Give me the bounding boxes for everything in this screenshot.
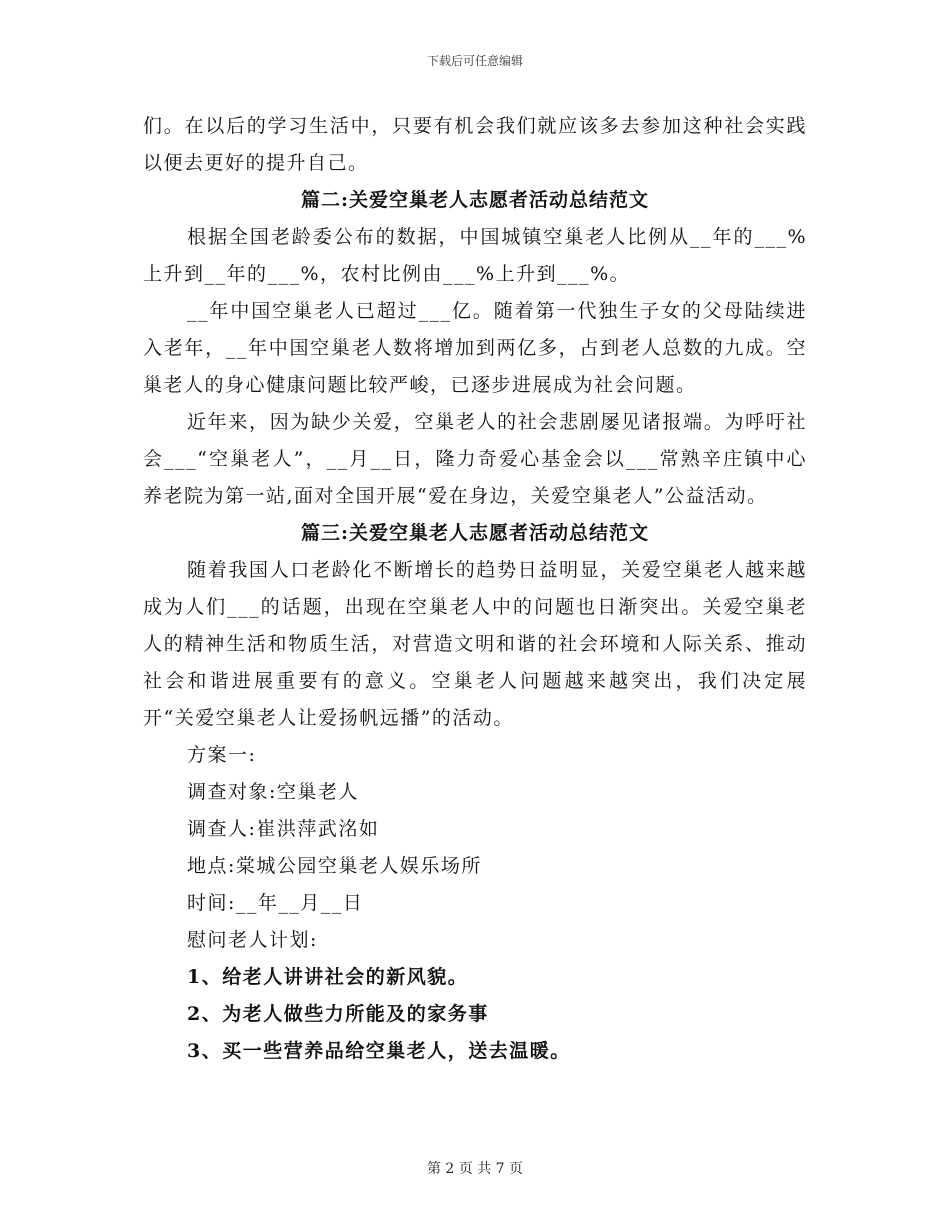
- document-body: [143, 108, 807, 1070]
- surveyor: 调查人:崔洪萍武洺如: [187, 818, 380, 840]
- time: 时间:__年__月__日: [187, 892, 364, 914]
- section-heading-2: 篇二:关爱空巢老人志愿者活动总结范文: [300, 189, 649, 211]
- section-heading-3: 篇三:关爱空巢老人志愿者活动总结范文: [300, 522, 649, 544]
- survey-target: 调查对象:空巢老人: [187, 781, 359, 803]
- page-header-note: 下载后可任意编辑: [426, 54, 523, 68]
- paragraph-continuation: 们。在以后的学习生活中，只要有机会我们就应该多去参加这种社会实践以便去更好的提升自己。: [143, 115, 807, 174]
- paragraph-campaign: 近年来，因为缺少关爱，空巢老人的社会悲剧屡见诸报端。为呼吁社会___“空巢老人”，__月__日，隆力奇爱心基金会以___常熟辛庄镇中心养老院为第一站,面对全国开展“爱在身边，关爱空巢老人”公益活动。: [143, 411, 807, 507]
- plan-item-3: 3、买一些营养品给空巢老人，送去温暖。: [187, 1040, 571, 1062]
- plan-item-1: 1、给老人讲讲社会的新风貌。: [187, 966, 469, 988]
- location: 地点:棠城公园空巢老人娱乐场所: [187, 855, 482, 877]
- paragraph-statistics: 根据全国老龄委公布的数据，中国城镇空巢老人比例从__年的___%上升到__年的___%，农村比例由___%上升到___%。: [143, 226, 807, 285]
- paragraph-elderly-count: __年中国空巢老人已超过___亿。随着第一代独生子女的父母陆续进入老年，__年中国空巢老人数将增加到两亿多，占到老人总数的九成。空巢老人的身心健康问题比较严峻，已逐步进展成为社会问题。: [143, 300, 807, 396]
- page-number: 第 2 页 共 7 页: [426, 1161, 524, 1177]
- visit-plan-label: 慰问老人计划:: [187, 929, 318, 951]
- plan-item-2: 2、为老人做些力所能及的家务事: [187, 1003, 489, 1025]
- paragraph-aging-trend: 随着我国人口老龄化不断增长的趋势日益明显，关爱空巢老人越来越成为人们___的话题，出现在空巢老人中的问题也日渐突出。关爱空巢老人的精神生活和物质生活，对营造文明和谐的社会环境和人际关系、推动社会和谐进展重要有的意义。空巢老人问题越来越突出，我们决定展开“关爱空巢老人让爱扬帆远播”的活动。: [143, 559, 807, 729]
- plan-label: 方案一:: [187, 744, 257, 766]
